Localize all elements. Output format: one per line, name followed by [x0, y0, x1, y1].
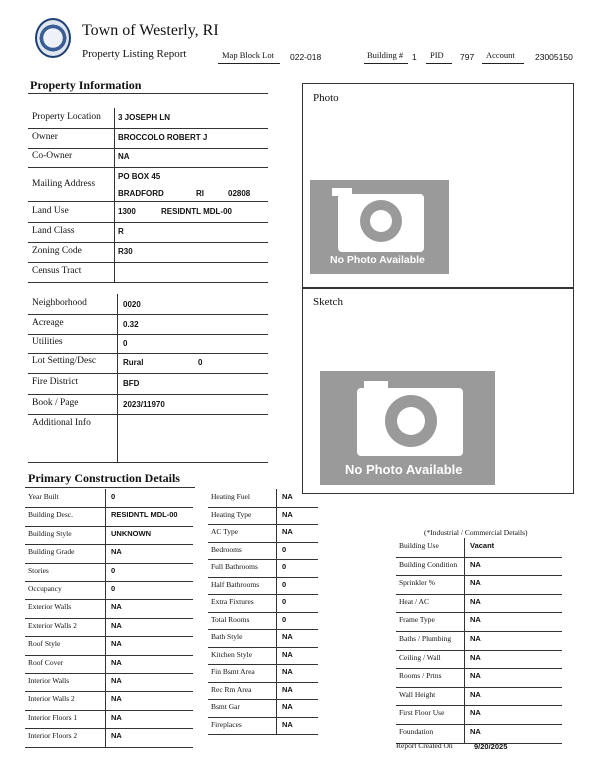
construction-col1-value: NA [111, 547, 122, 557]
construction-col1-row [25, 507, 193, 526]
industrial-value: NA [470, 578, 481, 588]
industrial-label: Frame Type [399, 615, 435, 625]
construction-col1-value: 0 [111, 565, 116, 575]
industrial-row [396, 594, 562, 614]
pid-label: PID [430, 50, 444, 60]
construction-col1-row [25, 489, 193, 508]
construction-col1-value: NA [111, 676, 122, 685]
property-info-label-2: Neighborhood [32, 298, 87, 308]
property-info-value-2: 0020 [123, 300, 141, 309]
construction-col2-label: Fireplaces [211, 719, 242, 729]
property-info-label-2: Acreage [32, 318, 64, 328]
construction-col1-label: Building Desc. [28, 510, 73, 520]
property-info-label-2: Fire District [32, 377, 79, 387]
construction-col1-row [25, 636, 193, 655]
property-info-extra-value: 0 [198, 358, 203, 367]
construction-col1-label: Exterior Walls 2 [28, 620, 77, 630]
construction-col2-label: Extra Fixtures [211, 597, 254, 606]
property-info-value: NA [118, 152, 130, 161]
photo-label: Photo [313, 92, 339, 104]
industrial-value: NA [470, 615, 481, 625]
town-seal-icon [35, 18, 71, 58]
property-info-label: Co-Owner [32, 151, 73, 161]
industrial-row [396, 538, 562, 558]
report-created-label: Report Created On [396, 741, 453, 750]
construction-col1-row [25, 728, 193, 747]
page-title: Town of Westerly, RI [82, 22, 219, 39]
construction-col2-value: 0 [282, 597, 287, 606]
property-info-value-2: 0 [123, 339, 128, 348]
property-info-row [28, 128, 268, 149]
property-info-label-2: Additional Info [32, 418, 91, 428]
photo-panel [302, 83, 574, 289]
construction-col2-value: NA [282, 492, 293, 501]
property-info-value-2: 2023/11970 [123, 400, 165, 409]
construction-col2-label: Bsmt Gar [211, 702, 240, 711]
industrial-label: Sprinkler % [399, 578, 436, 588]
construction-col2-value: NA [282, 684, 293, 694]
construction-col1-value: NA [111, 694, 122, 704]
property-info-row [28, 202, 268, 223]
industrial-label: Building Condition [399, 559, 458, 569]
construction-title: Primary Construction Details [28, 471, 180, 485]
industrial-row [396, 612, 562, 632]
construction-col2-value: NA [282, 702, 293, 711]
sketch-label: Sketch [313, 296, 343, 308]
construction-col2-label: Total Rooms [211, 614, 250, 624]
industrial-row [396, 668, 562, 688]
property-info-row [28, 108, 268, 129]
construction-col1-value: NA [111, 639, 122, 649]
construction-col1-value: RESIDNTL MDL-00 [111, 510, 178, 520]
construction-col1-label: Occupancy [28, 584, 62, 593]
construction-col2-row [208, 559, 318, 578]
property-info-label: Zoning Code [32, 246, 82, 256]
construction-col1-label: Interior Floors 1 [28, 712, 78, 722]
industrial-label: Wall Height [399, 689, 436, 699]
construction-col1-value: NA [111, 620, 122, 630]
construction-col2-label: Half Bathrooms [211, 579, 260, 589]
pid-value: 797 [460, 52, 475, 62]
industrial-label: Building Use [399, 541, 439, 550]
construction-rule [25, 487, 195, 488]
property-info-value: PO BOX 45 [118, 172, 161, 181]
industrial-label: Ceiling / Wall [399, 652, 441, 662]
map-block-lot-label: Map Block Lot [222, 50, 274, 60]
property-info-label-2: Utilities [32, 337, 63, 347]
account-label: Account [486, 50, 515, 60]
property-info-label: Land Class [32, 226, 75, 236]
construction-col1-label: Interior Floors 2 [28, 731, 78, 741]
report-created-value: 9/20/2025 [474, 742, 508, 751]
construction-col1-value: UNKNOWN [111, 528, 151, 538]
pid-label-box [426, 45, 452, 64]
sketch-no-photo-text: No Photo Available [345, 462, 463, 477]
construction-col2-row [208, 489, 318, 508]
sketch-panel [302, 287, 574, 494]
property-info-row [28, 262, 268, 283]
property-info-label: Census Tract [32, 266, 82, 276]
construction-col2-label: AC Type [211, 527, 239, 536]
property-info-value-4: 02808 [228, 189, 251, 198]
industrial-value: NA [470, 596, 481, 606]
construction-col1-row [25, 618, 193, 637]
construction-col2-row [208, 647, 318, 666]
construction-col2-value: NA [282, 632, 293, 641]
property-info-value-2: 0.32 [123, 320, 139, 329]
construction-col1-value: 0 [111, 584, 116, 593]
construction-col1-row [25, 710, 193, 729]
construction-col2-value: 0 [282, 562, 287, 571]
no-photo-text: No Photo Available [330, 254, 425, 266]
industrial-value: NA [470, 727, 481, 736]
construction-col2-row [208, 524, 318, 543]
industrial-label: Rooms / Prtns [399, 671, 442, 681]
industrial-title: (*Industrial / Commercial Details) [424, 528, 528, 537]
construction-col1-value: NA [111, 731, 122, 741]
construction-col1-value: NA [111, 602, 122, 612]
construction-col1-row [25, 581, 193, 600]
construction-col2-row [208, 664, 318, 683]
industrial-row [396, 631, 562, 651]
property-info-row-2 [28, 373, 268, 395]
construction-col1-label: Roof Cover [28, 657, 64, 667]
property-info-label-2: Lot Setting/Desc [32, 356, 97, 366]
property-info-label: Owner [32, 132, 58, 142]
construction-col2-value: 0 [282, 614, 287, 624]
property-info-label: Property Location [32, 112, 101, 122]
industrial-value: NA [470, 634, 481, 643]
construction-col2-value: NA [282, 509, 293, 519]
construction-col1-row [25, 655, 193, 674]
industrial-value: NA [470, 652, 481, 662]
property-info-rule [28, 93, 268, 94]
construction-col2-value: NA [282, 719, 293, 729]
construction-col2-row [208, 577, 318, 596]
property-info-value: 3 JOSEPH LN [118, 113, 171, 122]
construction-col2-value: 0 [282, 544, 287, 554]
construction-col2-row [208, 629, 318, 648]
construction-col1-label: Interior Walls [28, 676, 70, 685]
report-subtitle: Property Listing Report [82, 48, 187, 60]
construction-col2-value: 0 [282, 579, 287, 589]
property-info-row-2 [28, 314, 268, 335]
property-info-value-2: RESIDNTL MDL-00 [161, 207, 232, 216]
construction-col1-label: Interior Walls 2 [28, 694, 75, 704]
construction-col2-row [208, 594, 318, 613]
industrial-label: Heat / AC [399, 596, 429, 606]
property-info-value: BROCCOLO ROBERT J [118, 133, 208, 142]
construction-col2-label: Bath Style [211, 632, 243, 641]
property-info-row [28, 242, 268, 263]
industrial-value: NA [470, 559, 481, 569]
property-info-value-2: BFD [123, 379, 140, 388]
construction-col2-row [208, 507, 318, 526]
construction-col1-row [25, 526, 193, 545]
industrial-row [396, 705, 562, 725]
construction-col2-row [208, 699, 318, 718]
construction-col2-label: Full Bathrooms [211, 562, 258, 571]
building-label: Building # [367, 50, 404, 60]
construction-col2-label: Kitchen Style [211, 649, 253, 659]
property-info-label-2: Book / Page [32, 398, 79, 408]
property-info-value: 1300 [118, 207, 136, 216]
building-value: 1 [412, 52, 417, 62]
construction-col2-row [208, 542, 318, 561]
industrial-label: First Floor Use [399, 708, 445, 718]
industrial-value: Vacant [470, 541, 495, 550]
construction-col1-row [25, 544, 193, 563]
property-info-value-3: RI [196, 189, 204, 198]
construction-col2-label: Bedrooms [211, 544, 242, 554]
property-info-row-2 [28, 414, 268, 463]
construction-col2-row [208, 612, 318, 631]
construction-col1-label: Year Built [28, 492, 59, 501]
property-info-label: Land Use [32, 206, 69, 216]
construction-col1-row [25, 599, 193, 618]
industrial-row [396, 575, 562, 595]
industrial-label: Foundation [399, 727, 434, 736]
property-info-label: Mailing Address [32, 179, 96, 189]
construction-col2-value: NA [282, 527, 293, 536]
industrial-label: Baths / Plumbing [399, 634, 452, 643]
industrial-row [396, 650, 562, 670]
construction-col1-label: Roof Style [28, 639, 61, 649]
construction-col2-label: Fin Bsmt Area [211, 667, 255, 676]
sketch-placeholder [320, 371, 495, 485]
construction-col2-label: Heating Fuel [211, 492, 250, 501]
photo-placeholder [310, 180, 449, 274]
property-info-row [28, 167, 268, 202]
construction-col1-value: 0 [111, 492, 116, 501]
construction-col2-value: NA [282, 649, 293, 659]
construction-col1-row [25, 691, 193, 710]
construction-col2-label: Heating Type [211, 509, 252, 519]
property-info-title: Property Information [30, 78, 142, 92]
map-block-lot-label-box [218, 45, 280, 64]
property-info-value: R [118, 227, 124, 236]
construction-col2-value: NA [282, 667, 293, 676]
industrial-value: NA [470, 689, 481, 699]
construction-col2-row [208, 717, 318, 736]
industrial-value: NA [470, 671, 481, 681]
property-info-value-2: BRADFORD [118, 189, 164, 198]
property-info-row-2 [28, 352, 268, 374]
property-info-row-2 [28, 333, 268, 354]
construction-col2-row [208, 682, 318, 701]
construction-col1-label: Stories [28, 565, 49, 575]
construction-col1-label: Exterior Walls [28, 602, 72, 612]
construction-col1-row [25, 563, 193, 582]
construction-col2-label: Rec Rm Area [211, 684, 252, 694]
account-value: 23005150 [535, 52, 573, 62]
construction-col1-value: NA [111, 657, 122, 667]
property-info-value-2: Rural [123, 358, 144, 367]
map-block-lot-value: 022-018 [290, 52, 322, 62]
property-info-row [28, 147, 268, 168]
property-info-value: R30 [118, 247, 133, 256]
property-info-row [28, 222, 268, 243]
construction-col1-row [25, 673, 193, 692]
property-info-row-2 [28, 294, 268, 315]
industrial-row [396, 557, 562, 577]
industrial-row [396, 687, 562, 707]
construction-col1-label: Building Style [28, 528, 72, 538]
property-info-row-2 [28, 394, 268, 415]
building-label-box [364, 45, 408, 64]
construction-col1-label: Building Grade [28, 547, 75, 557]
construction-col1-value: NA [111, 712, 122, 722]
industrial-value: NA [470, 708, 481, 718]
account-label-box [482, 45, 524, 64]
